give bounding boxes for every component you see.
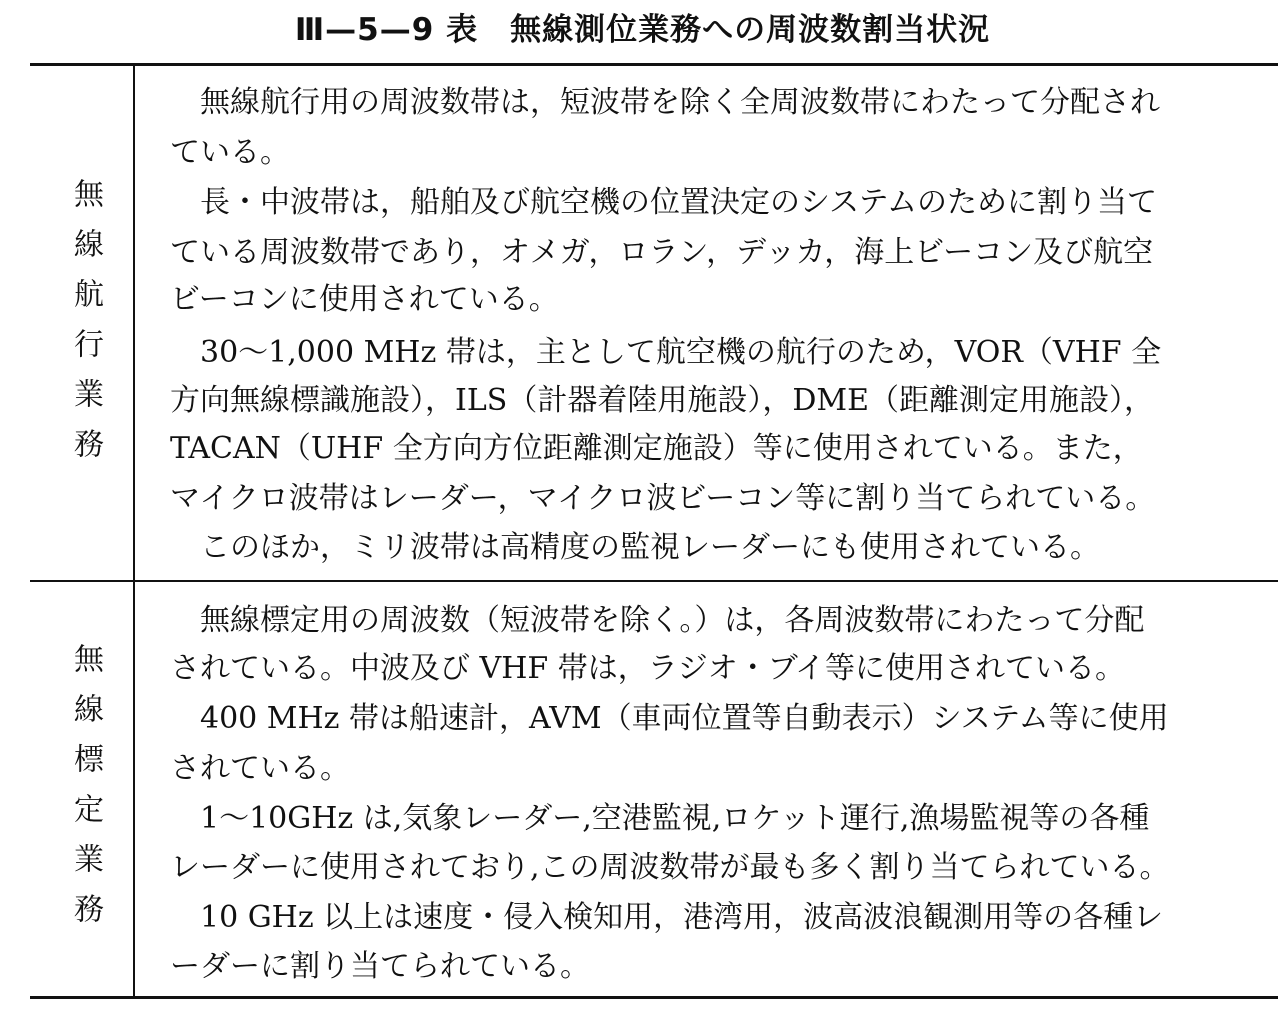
table-title: Ⅲ—5—9 表 無線測位業務への周波数割当状況	[294, 12, 991, 48]
table-bottom-rule	[30, 996, 1278, 999]
row-text-line: ている。	[170, 135, 290, 170]
row-text-line: このほか，ミリ波帯は高精度の監視レーダーにも使用されている。	[170, 530, 1100, 565]
row-text-line: ビーコンに使用されている。	[170, 282, 559, 317]
row-text-line: 方向無線標識施設），ILS（計器着陸用施設），DME（距離測定用施設），	[170, 383, 1154, 418]
table-top-rule	[30, 63, 1278, 66]
row-text-line: 30〜1,000 MHz 帯は，主として航空機の航行のため，VOR（VHF 全	[170, 335, 1162, 370]
row-text-line: 無線標定用の周波数（短波帯を除く。）は，各周波数帯にわたって分配	[170, 603, 1145, 638]
row-text-line: されている。中波及び VHF 帯は，ラジオ・ブイ等に使用されている。	[170, 651, 1126, 686]
row-text-line: レーダーに使用されており,この周波数帯が最も多く割り当てられている。	[170, 850, 1170, 885]
column-divider	[133, 65, 135, 996]
row-text-line: TACAN（UHF 全方向方位距離測定施設）等に使用されている。また，	[170, 431, 1143, 466]
row-label-radiolocation: 無線標定業務	[68, 643, 103, 943]
row-divider	[30, 580, 1278, 582]
row-text-line: 400 MHz 帯は船速計，AVM（車両位置等自動表示）システム等に使用	[170, 701, 1169, 736]
row-text-line: されている。	[170, 751, 350, 786]
row-label-radio-navigation: 無線航行業務	[68, 178, 103, 478]
row-text-line: マイクロ波帯はレーダー，マイクロ波ビーコン等に割り当てられている。	[170, 481, 1156, 516]
row-text-line: 無線航行用の周波数帯は，短波帯を除く全周波数帯にわたって分配され	[170, 85, 1160, 120]
row-text-line: 10 GHz 以上は速度・侵入検知用，港湾用，波高波浪観測用等の各種レ	[170, 900, 1164, 935]
row-text-line: ている周波数帯であり，オメガ，ロラン，デッカ，海上ビーコン及び航空	[170, 235, 1154, 270]
row-text-line: 1〜10GHz は,気象レーダー,空港監視,ロケット運行,漁場監視等の各種	[170, 801, 1150, 836]
row-text-line: ーダーに割り当てられている。	[170, 949, 590, 984]
row-text-line: 長・中波帯は，船舶及び航空機の位置決定のシステムのために割り当て	[170, 185, 1157, 220]
